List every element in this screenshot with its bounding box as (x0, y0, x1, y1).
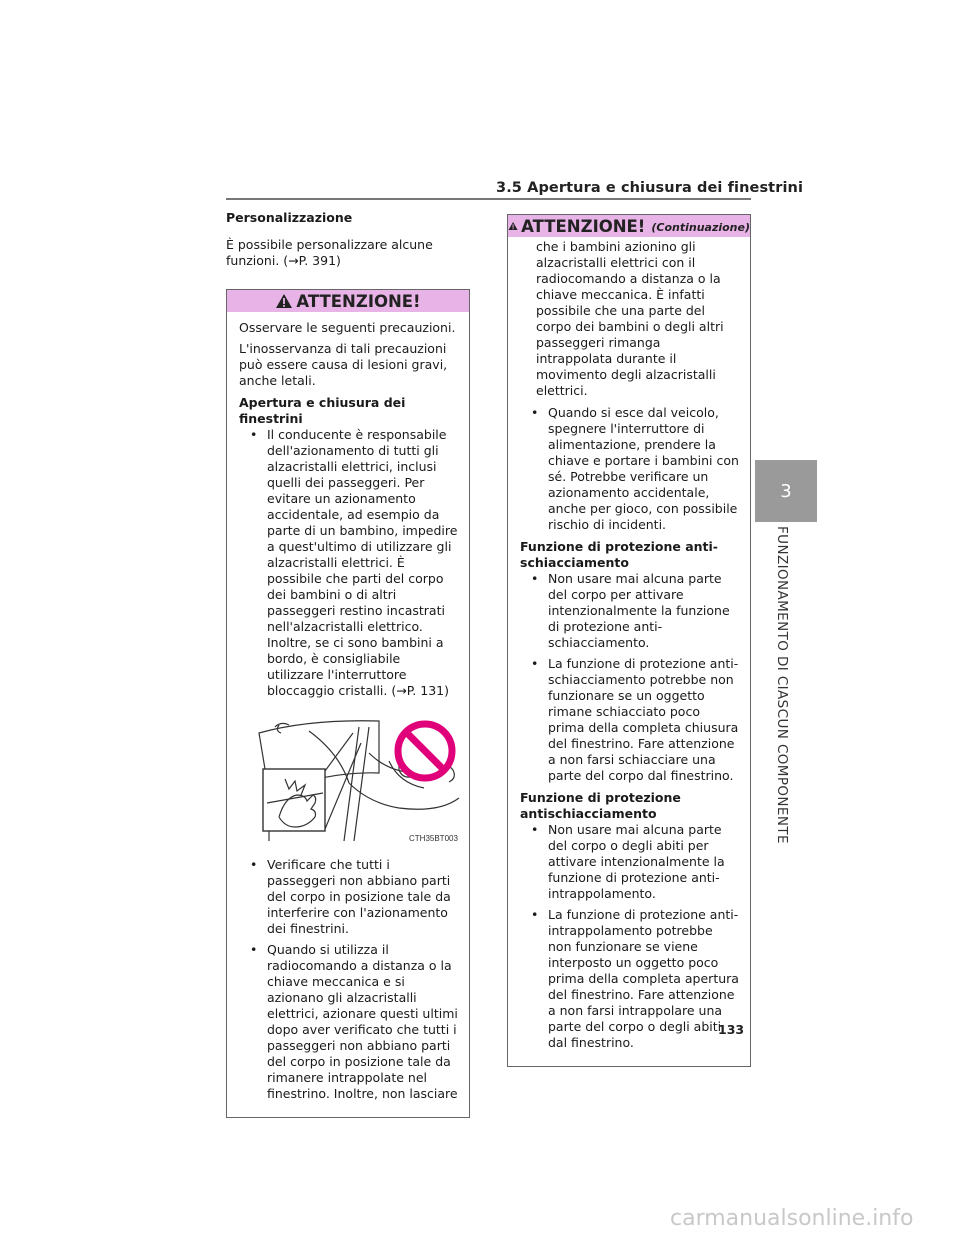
warning-title: ATTENZIONE! (521, 216, 646, 236)
car-window-hand-drawing (249, 713, 469, 843)
warning-paragraph: L'inosservanza di tali precauzioni può essere causa di lesioni gravi, anche letali. (239, 341, 448, 388)
list-item: • Il conducente è responsabile dell'azionamento di tutti gli alzacristalli elettrici, inclusi quelli dei passeggeri. Per evitare un azionamento accidentale, ad esempio da parte di un bambino, impedire a quest'ultimo di utilizzare gli alzacristalli elettrici. È possibile che parti del corpo dei bambini o di altri passeggeri restino incastrati nell'alzacristalli elettrico. Inoltre, se ci sono bambini a bordo, è consigliabile utilizzare l'interruttore bloccaggio cristalli. (→P. 131) (250, 427, 458, 698)
warning-triangle-icon (508, 218, 518, 234)
bullet-list (239, 427, 459, 699)
continued-text: che i bambini azionino gli alzacristalli elettrici con il radiocomando a distanza o la chiave meccanica. È infatti possibile che una parte del corpo dei bambini o degli altri passeggeri rimanga intrappolata durante il movimento degli alzacristalli elettrici. (536, 239, 724, 398)
warning-paragraph: Osservare le seguenti precauzioni. (239, 320, 456, 335)
chapter-title-vertical (774, 526, 794, 844)
list-item-text: Non usare mai alcuna parte del corpo per attivare intenzionalmente la funzione di protezione anti-schiacciamento. (548, 571, 730, 650)
list-item-text: Quando si utilizza il radiocomando a distanza o la chiave meccanica e si azionano gli alzacristalli elettrici, azionare questi ultimi dopo aver verificato che tutti i passeggeri non abbiano parti del corpo in posizione tale da rimanere intrappolate nel finestrino. Inoltre, non lasciare (267, 942, 458, 1101)
chapter-title: FUNZIONAMENTO DI CIASCUN COMPONENTE (774, 526, 790, 844)
list-item: • Verificare che tutti i passeggeri non abbiano parti del corpo in posizione tale da interferire con l'azionamento dei finestrini. (250, 857, 451, 936)
list-item: • Quando si esce dal veicolo, spegnere l'interruttore di alimentazione, prendere la chiave e portare i bambini con sé. Potrebbe verificare un azionamento accidentale, anche per gioco, con possibile rischio di incidenti. (531, 405, 739, 532)
warning-body (508, 237, 750, 1066)
header-rule (226, 198, 751, 200)
warning-box (226, 289, 470, 1118)
continuation-label: (Continuazione) (651, 221, 750, 234)
watermark-text: carmanualsonline.info (670, 1206, 914, 1231)
chapter-number: 3 (780, 480, 792, 502)
section-title: Personalizzazione (226, 210, 353, 225)
list-item-text: Quando si esce dal veicolo, spegnere l'interruttore di alimentazione, prendere la chiave e portare i bambini con sé. Potrebbe verificare un azionamento accidentale, anche per gioco, con possibile rischio di incidenti. (548, 405, 739, 532)
bullet-list (520, 822, 740, 1051)
bullet-list (520, 571, 740, 784)
right-column (507, 214, 751, 1067)
illustration-code: CTH35BT003 (409, 834, 458, 843)
warning-triangle-icon (275, 293, 293, 309)
list-item-text: Non usare mai alcuna parte del corpo o degli abiti per attivare intenzionalmente la funzione di protezione anti-intrappolamento. (548, 822, 725, 901)
list-item: • Non usare mai alcuna parte del corpo o degli abiti per attivare intenzionalmente la funzione di protezione anti-intrappolamento. (531, 822, 725, 901)
window-pinch-illustration (249, 713, 469, 843)
list-item-text: Verificare che tutti i passeggeri non abbiano parti del corpo in posizione tale da interferire con l'azionamento dei finestrini. (267, 857, 451, 936)
intro-text: È possibile personalizzare alcune funzioni. (→P. 391) (226, 237, 433, 268)
bullet-list (520, 405, 740, 533)
warning-body (227, 312, 469, 1117)
warning-box-continued (507, 214, 751, 1067)
list-item: • La funzione di protezione anti-intrappolamento potrebbe non funzionare se viene interposto un oggetto poco prima della completa apertura del finestrino. Fare attenzione a non farsi intrappolare una parte del corpo o degli abiti dal finestrino. (531, 907, 739, 1050)
list-item: • La funzione di protezione anti-schiacciamento potrebbe non funzionare se un oggetto rimane schiacciato poco prima della completa chiusura del finestrino. Fare attenzione a non farsi schiacciare una parte del corpo dal finestrino. (531, 656, 739, 783)
list-item: • Quando si utilizza il radiocomando a distanza o la chiave meccanica e si azionano gli alzacristalli elettrici, azionare questi ultimi dopo aver verificato che tutti i passeggeri non abbiano parti del corpo in posizione tale da rimanere intrappolate nel finestrino. Inoltre, non lasciare (250, 942, 458, 1101)
list-item: • Non usare mai alcuna parte del corpo per attivare intenzionalmente la funzione di protezione anti-schiacciamento. (531, 571, 730, 650)
list-item-text: La funzione di protezione anti-schiacciamento potrebbe non funzionare se un oggetto rimane schiacciato poco prima della completa chiusura del finestrino. Fare attenzione a non farsi schiacciare una parte del corpo dal finestrino. (548, 656, 739, 783)
warning-header (227, 290, 469, 312)
warning-header (508, 215, 750, 237)
list-item-text: Il conducente è responsabile dell'azionamento di tutti gli alzacristalli elettrici, inclusi quelli dei passeggeri. Per evitare un azionamento accidentale, ad esempio da parte di un bambino, impedire a quest'ultimo di utilizzare gli alzacristalli elettrici. È possibile che parti del corpo dei bambini o di altri passeggeri restino incastrati nell'alzacristalli elettrico. Inoltre, se ci sono bambini a bordo, è consigliabile utilizzare l'interruttore bloccaggio cristalli. (→P. 131) (267, 427, 458, 698)
warning-subheading: Funzione di protezione antischiacciamento (520, 790, 681, 821)
bullet-list (239, 857, 459, 1102)
warning-subheading: Apertura e chiusura dei finestrini (239, 395, 406, 426)
warning-title: ATTENZIONE! (296, 291, 421, 311)
page-header-title: 3.5 Apertura e chiusura dei finestrini (496, 180, 804, 196)
list-item-text: La funzione di protezione anti-intrappolamento potrebbe non funzionare se viene interposto un oggetto poco prima della completa apertura del finestrino. Fare attenzione a non farsi intrappolare una parte del corpo o degli abiti dal finestrino. (548, 907, 739, 1050)
chapter-tab (755, 460, 817, 522)
warning-subheading: Funzione di protezione anti-schiacciamento (520, 539, 718, 570)
page-number: 133 (718, 1022, 745, 1037)
left-column (226, 208, 470, 1118)
